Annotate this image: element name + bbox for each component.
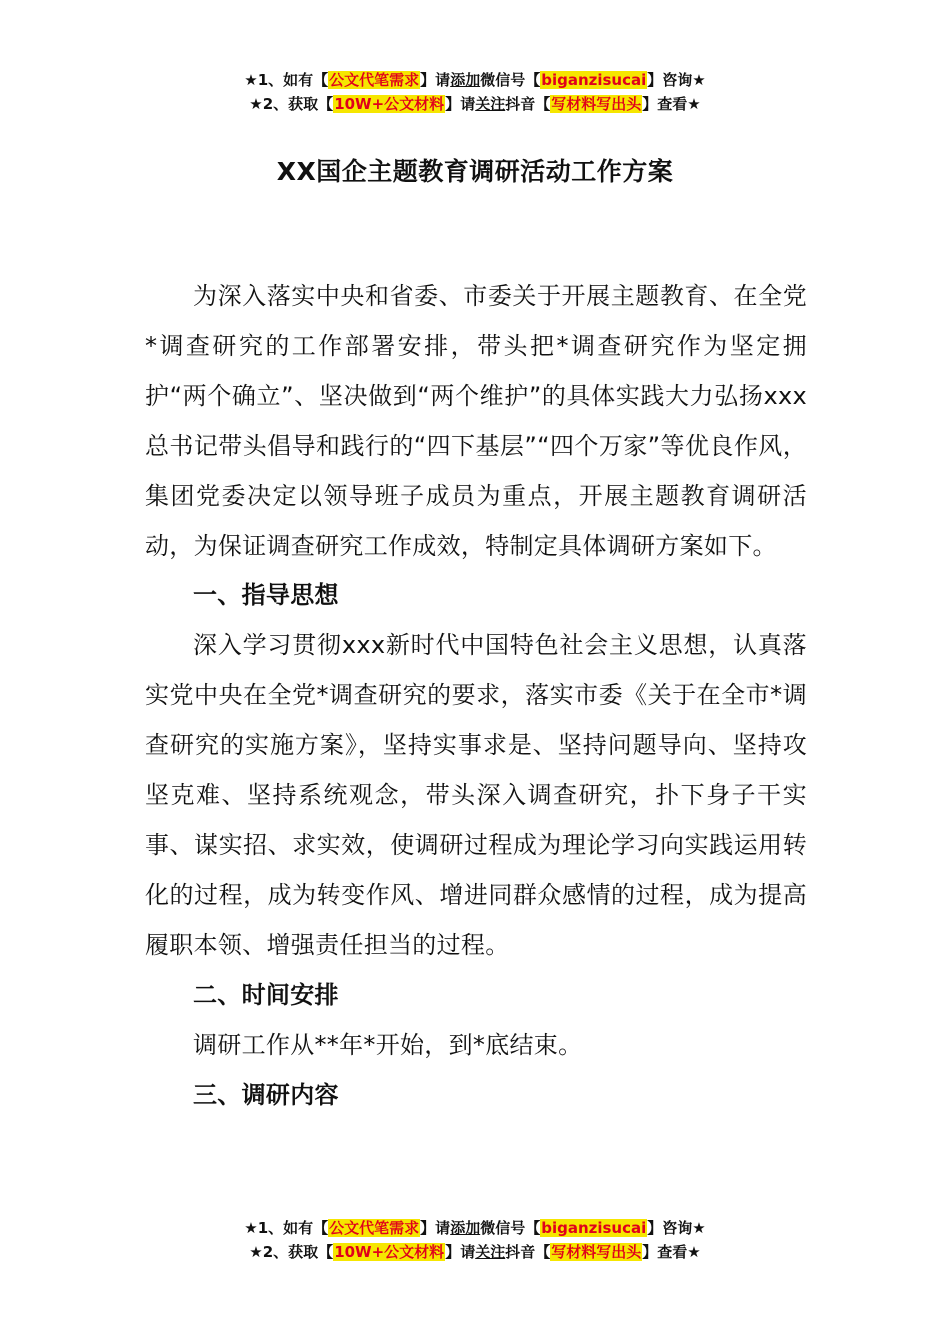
banner-line-1 (0, 68, 950, 92)
banner-line-1-mid-1: 】请 (420, 1219, 451, 1237)
banner-line-2-mid-2: 抖音【 (505, 95, 551, 113)
banner-line-2-mid-1: 】请 (445, 95, 476, 113)
banner-line-2-mid-2: 抖音【 (505, 1243, 551, 1261)
banner-line-2-underlined: 关注 (475, 1243, 506, 1261)
section-3-heading: 三、调研内容 (193, 1080, 339, 1109)
banner-line-1-highlight-2: biganzisucai (541, 1219, 647, 1237)
banner-line-1-highlight-2: biganzisucai (541, 71, 647, 89)
banner-line-2-highlight-2: 写材料写出头 (551, 1243, 642, 1261)
banner-line-1-prefix: ★1、如有【 (244, 71, 329, 89)
section-1-heading: 一、指导思想 (193, 581, 339, 610)
banner-line-2-highlight-2: 写材料写出头 (551, 95, 642, 113)
banner-line-1 (0, 1216, 950, 1240)
banner-line-2-highlight-1: 10W+公文材料 (334, 95, 445, 113)
section-1-paragraph: 深入学习贯彻xxx新时代中国特色社会主义思想，认真落实党中央在全党*调查研究的要求，落实市委《关于在全市*调查研究的实施方案》，坚持实事求是、坚持问题导向、坚持攻坚克难、坚持系统观念，带头深入调查研究，扑下身子干实事、谋实招、求实效，使调研过程成为理论学习向实践运用转化的过程，成为转变作风、增进同群众感情的过程，成为提高履职本领、增强责任担当的过程。 (145, 631, 807, 959)
banner-line-1-underlined: 添加 (450, 1219, 481, 1237)
section-2-heading: 二、时间安排 (193, 980, 339, 1009)
bottom-banner (0, 1216, 950, 1264)
banner-line-1-suffix: 】咨询★ (647, 1219, 706, 1237)
banner-line-2-highlight-1: 10W+公文材料 (334, 1243, 445, 1261)
banner-line-1-highlight-1: 公文代笔需求 (329, 1219, 420, 1237)
banner-line-1-mid-1: 】请 (420, 71, 451, 89)
banner-line-2 (0, 1240, 950, 1264)
banner-line-1-prefix: ★1、如有【 (244, 1219, 329, 1237)
banner-line-1-mid-2: 微信号【 (480, 1219, 541, 1237)
intro-paragraph: 为深入落实中央和省委、市委关于开展主题教育、在全党*调查研究的工作部署安排，带头把*调查研究作为坚定拥护“两个确立”、坚决做到“两个维护”的具体实践大力弘扬xxx总书记带头倡导和践行的“四下基层”“四个万家”等优良作风，集团党委决定以领导班子成员为重点，开展主题教育调研活动，为保证调查研究工作成效，特制定具体调研方案如下。 (145, 282, 807, 560)
banner-line-1-underlined: 添加 (450, 71, 481, 89)
banner-line-2-mid-1: 】请 (445, 1243, 476, 1261)
document-body (145, 272, 807, 1120)
banner-line-2 (0, 92, 950, 116)
banner-line-1-suffix: 】咨询★ (647, 71, 706, 89)
banner-line-2-suffix: 】查看★ (642, 1243, 701, 1261)
banner-line-1-mid-2: 微信号【 (480, 71, 541, 89)
banner-line-2-prefix: ★2、获取【 (249, 1243, 334, 1261)
banner-line-2-underlined: 关注 (475, 95, 506, 113)
banner-line-2-prefix: ★2、获取【 (249, 95, 334, 113)
document-title: XX国企主题教育调研活动工作方案 (276, 157, 674, 186)
section-2-paragraph: 调研工作从**年*开始，到*底结束。 (193, 1030, 583, 1059)
top-banner (0, 68, 950, 116)
banner-line-1-highlight-1: 公文代笔需求 (329, 71, 420, 89)
banner-line-2-suffix: 】查看★ (642, 95, 701, 113)
